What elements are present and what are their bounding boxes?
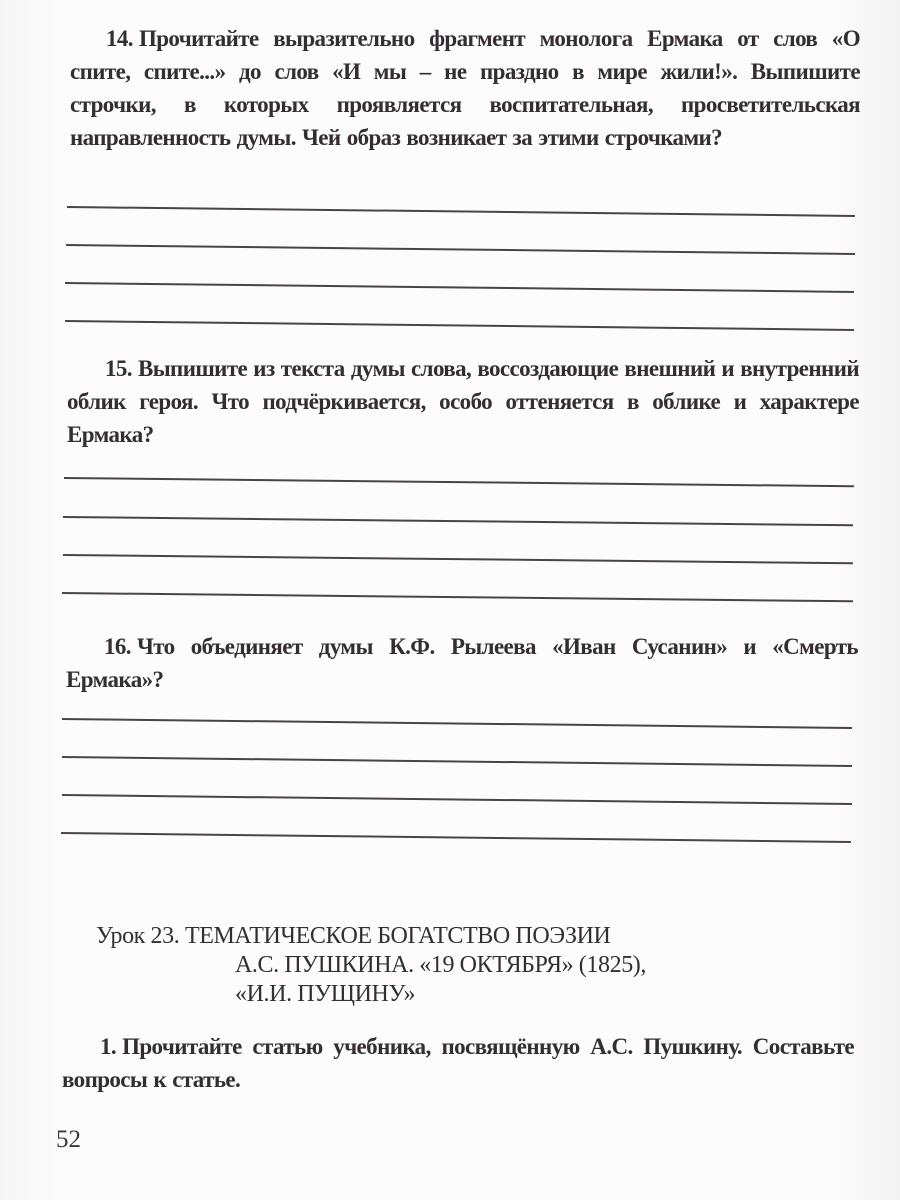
task-number: 1. bbox=[100, 1034, 117, 1059]
task-text: Прочитайте выразительно фрагмент монолога Ермака от слов «О спите, спите...» до слов «И мы – не праздно в мире жили!». Выпишите строчки, в которых проявляется воспитательная, просветительская направленность думы. Чей образ возникает за этими строчками? bbox=[70, 26, 860, 150]
task-16-prompt bbox=[66, 630, 858, 696]
answer-line-15-3[interactable] bbox=[63, 554, 853, 564]
task-text: Что объединяет думы К.Ф. Рылеева «Иван Сусанин» и «Смерть Ермака»? bbox=[66, 634, 858, 692]
lesson-heading-line-2: А.С. ПУШКИНА. «19 ОКТЯБРЯ» (1825), bbox=[235, 952, 646, 978]
task-15-prompt bbox=[67, 352, 859, 451]
answer-line-14-3[interactable] bbox=[65, 282, 854, 293]
lesson-heading-line-1 bbox=[96, 922, 796, 951]
answer-line-15-1[interactable] bbox=[64, 477, 854, 487]
answer-line-16-2[interactable] bbox=[62, 756, 852, 767]
answer-line-14-4[interactable] bbox=[65, 320, 854, 331]
lesson-heading bbox=[96, 922, 796, 1009]
answer-line-14-2[interactable] bbox=[66, 244, 855, 255]
task-number: 15. bbox=[105, 356, 132, 381]
task-14-prompt bbox=[70, 22, 860, 154]
task-number: 16. bbox=[104, 634, 131, 659]
lesson-task-1-prompt bbox=[62, 1030, 854, 1096]
answer-line-16-1[interactable] bbox=[62, 718, 852, 729]
answer-line-15-2[interactable] bbox=[63, 516, 853, 526]
page-number: 52 bbox=[56, 1126, 81, 1153]
lesson-heading-line-3: «И.И. ПУЩИНУ» bbox=[235, 981, 416, 1007]
task-number: 14. bbox=[106, 26, 133, 51]
lesson-label: Урок 23. bbox=[96, 923, 180, 949]
answer-line-16-3[interactable] bbox=[62, 794, 852, 805]
answer-line-14-1[interactable] bbox=[67, 206, 855, 217]
lesson-title-part-1: ТЕМАТИЧЕСКОЕ БОГАТСТВО ПОЭЗИИ bbox=[184, 923, 611, 949]
answer-line-15-4[interactable] bbox=[62, 592, 853, 602]
task-text: Выпишите из текста думы слова, воссоздающие внешний и внутренний облик героя. Что подчёркивается, особо оттеняется в облике и характере Ермака? bbox=[67, 356, 859, 447]
answer-line-16-4[interactable] bbox=[61, 832, 851, 843]
task-text: Прочитайте статью учебника, посвящённую А.С. Пушкину. Составьте вопросы к статье. bbox=[62, 1034, 854, 1092]
